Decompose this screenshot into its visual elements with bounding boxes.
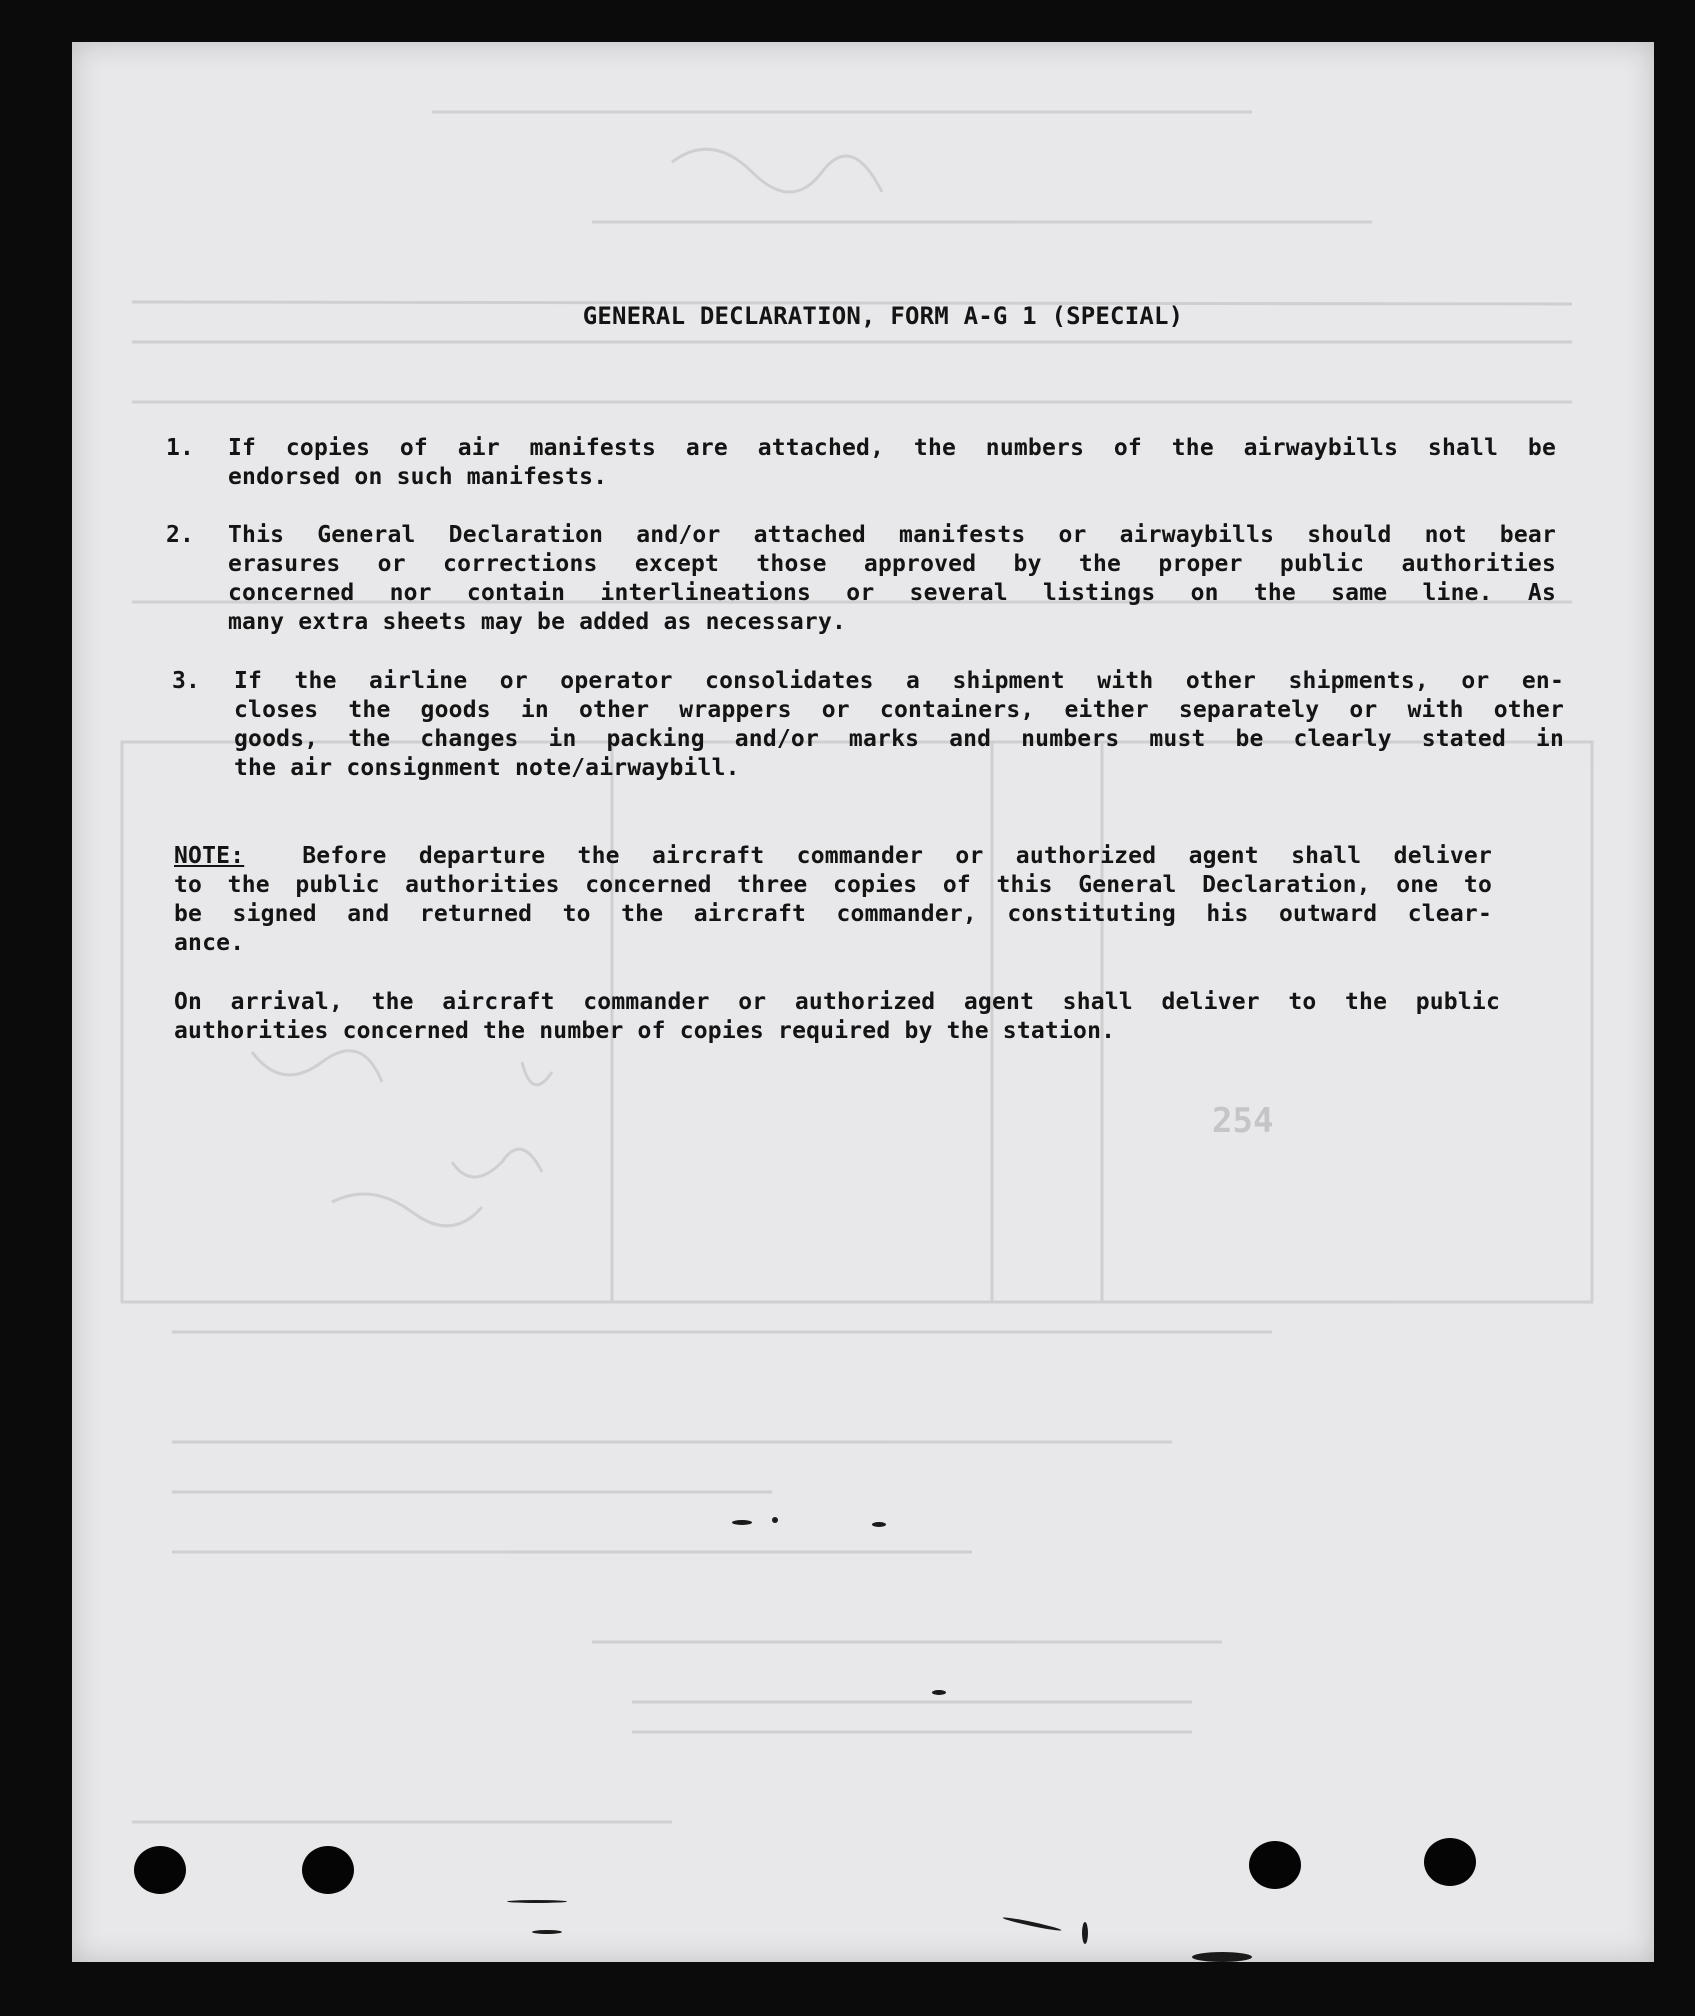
item-line: If the airline or operator consolidates a shipment with other shipments, or en- xyxy=(234,668,1564,694)
item-line: If copies of air manifests are attached, the numbers of the airwaybills shall be xyxy=(228,435,1556,461)
item-body xyxy=(228,434,1556,492)
item-line: endorsed on such manifests. xyxy=(228,464,608,490)
note-line: ance. xyxy=(174,930,245,956)
list-item xyxy=(166,434,1556,492)
item-number: 3. xyxy=(172,668,201,694)
punch-hole xyxy=(1424,1838,1476,1886)
item-line: This General Declaration and/or attached manifests or airwaybills should not bear xyxy=(228,522,1556,548)
punch-hole xyxy=(134,1846,186,1894)
scan-speck xyxy=(1192,1952,1252,1962)
item-number: 2. xyxy=(166,522,195,548)
scan-speck xyxy=(932,1690,946,1695)
item-line: many extra sheets may be added as necessary. xyxy=(228,609,847,635)
scan-speck xyxy=(1082,1922,1088,1944)
note-line: be signed and returned to the aircraft commander, constituting his outward clear- xyxy=(174,901,1492,927)
item-line: concerned nor contain interlineations or several listings on the same line. As xyxy=(228,580,1556,606)
item-line: erasures or corrections except those approved by the proper public authorities xyxy=(228,551,1556,577)
arrival-paragraph xyxy=(174,988,1500,1046)
scan-speck xyxy=(507,1900,567,1903)
item-body xyxy=(228,521,1556,637)
arrival-line: authorities concerned the number of copies required by the station. xyxy=(174,1018,1116,1044)
list-item xyxy=(166,521,1556,637)
list-item xyxy=(172,667,1564,783)
note-paragraph xyxy=(174,842,1492,958)
item-line: closes the goods in other wrappers or containers, either separately or with other xyxy=(234,697,1564,723)
punch-hole xyxy=(1249,1841,1301,1889)
item-line: goods, the changes in packing and/or marks and numbers must be clearly stated in xyxy=(234,726,1564,752)
scan-speck xyxy=(1002,1916,1062,1932)
item-line: the air consignment note/airwaybill. xyxy=(234,755,740,781)
arrival-line: On arrival, the aircraft commander or authorized agent shall deliver to the public xyxy=(174,989,1500,1015)
item-number: 1. xyxy=(166,435,195,461)
scan-speck xyxy=(872,1522,886,1527)
note-first-text: Before departure the aircraft commander or authorized agent shall deliver xyxy=(302,843,1492,869)
note-label: NOTE: xyxy=(174,843,245,869)
scan-speck xyxy=(732,1520,752,1525)
paper-sheet xyxy=(72,42,1654,1962)
item-body xyxy=(234,667,1564,783)
note-first-line xyxy=(174,842,1492,871)
scan-speck xyxy=(532,1930,562,1934)
note-line: to the public authorities concerned three copies of this General Declaration, one to xyxy=(174,872,1492,898)
svg-text:254: 254 xyxy=(1212,1101,1274,1141)
document-title: GENERAL DECLARATION, FORM A-G 1 (SPECIAL) xyxy=(582,302,1184,330)
punch-hole xyxy=(302,1846,354,1894)
scan-speck xyxy=(772,1517,778,1523)
